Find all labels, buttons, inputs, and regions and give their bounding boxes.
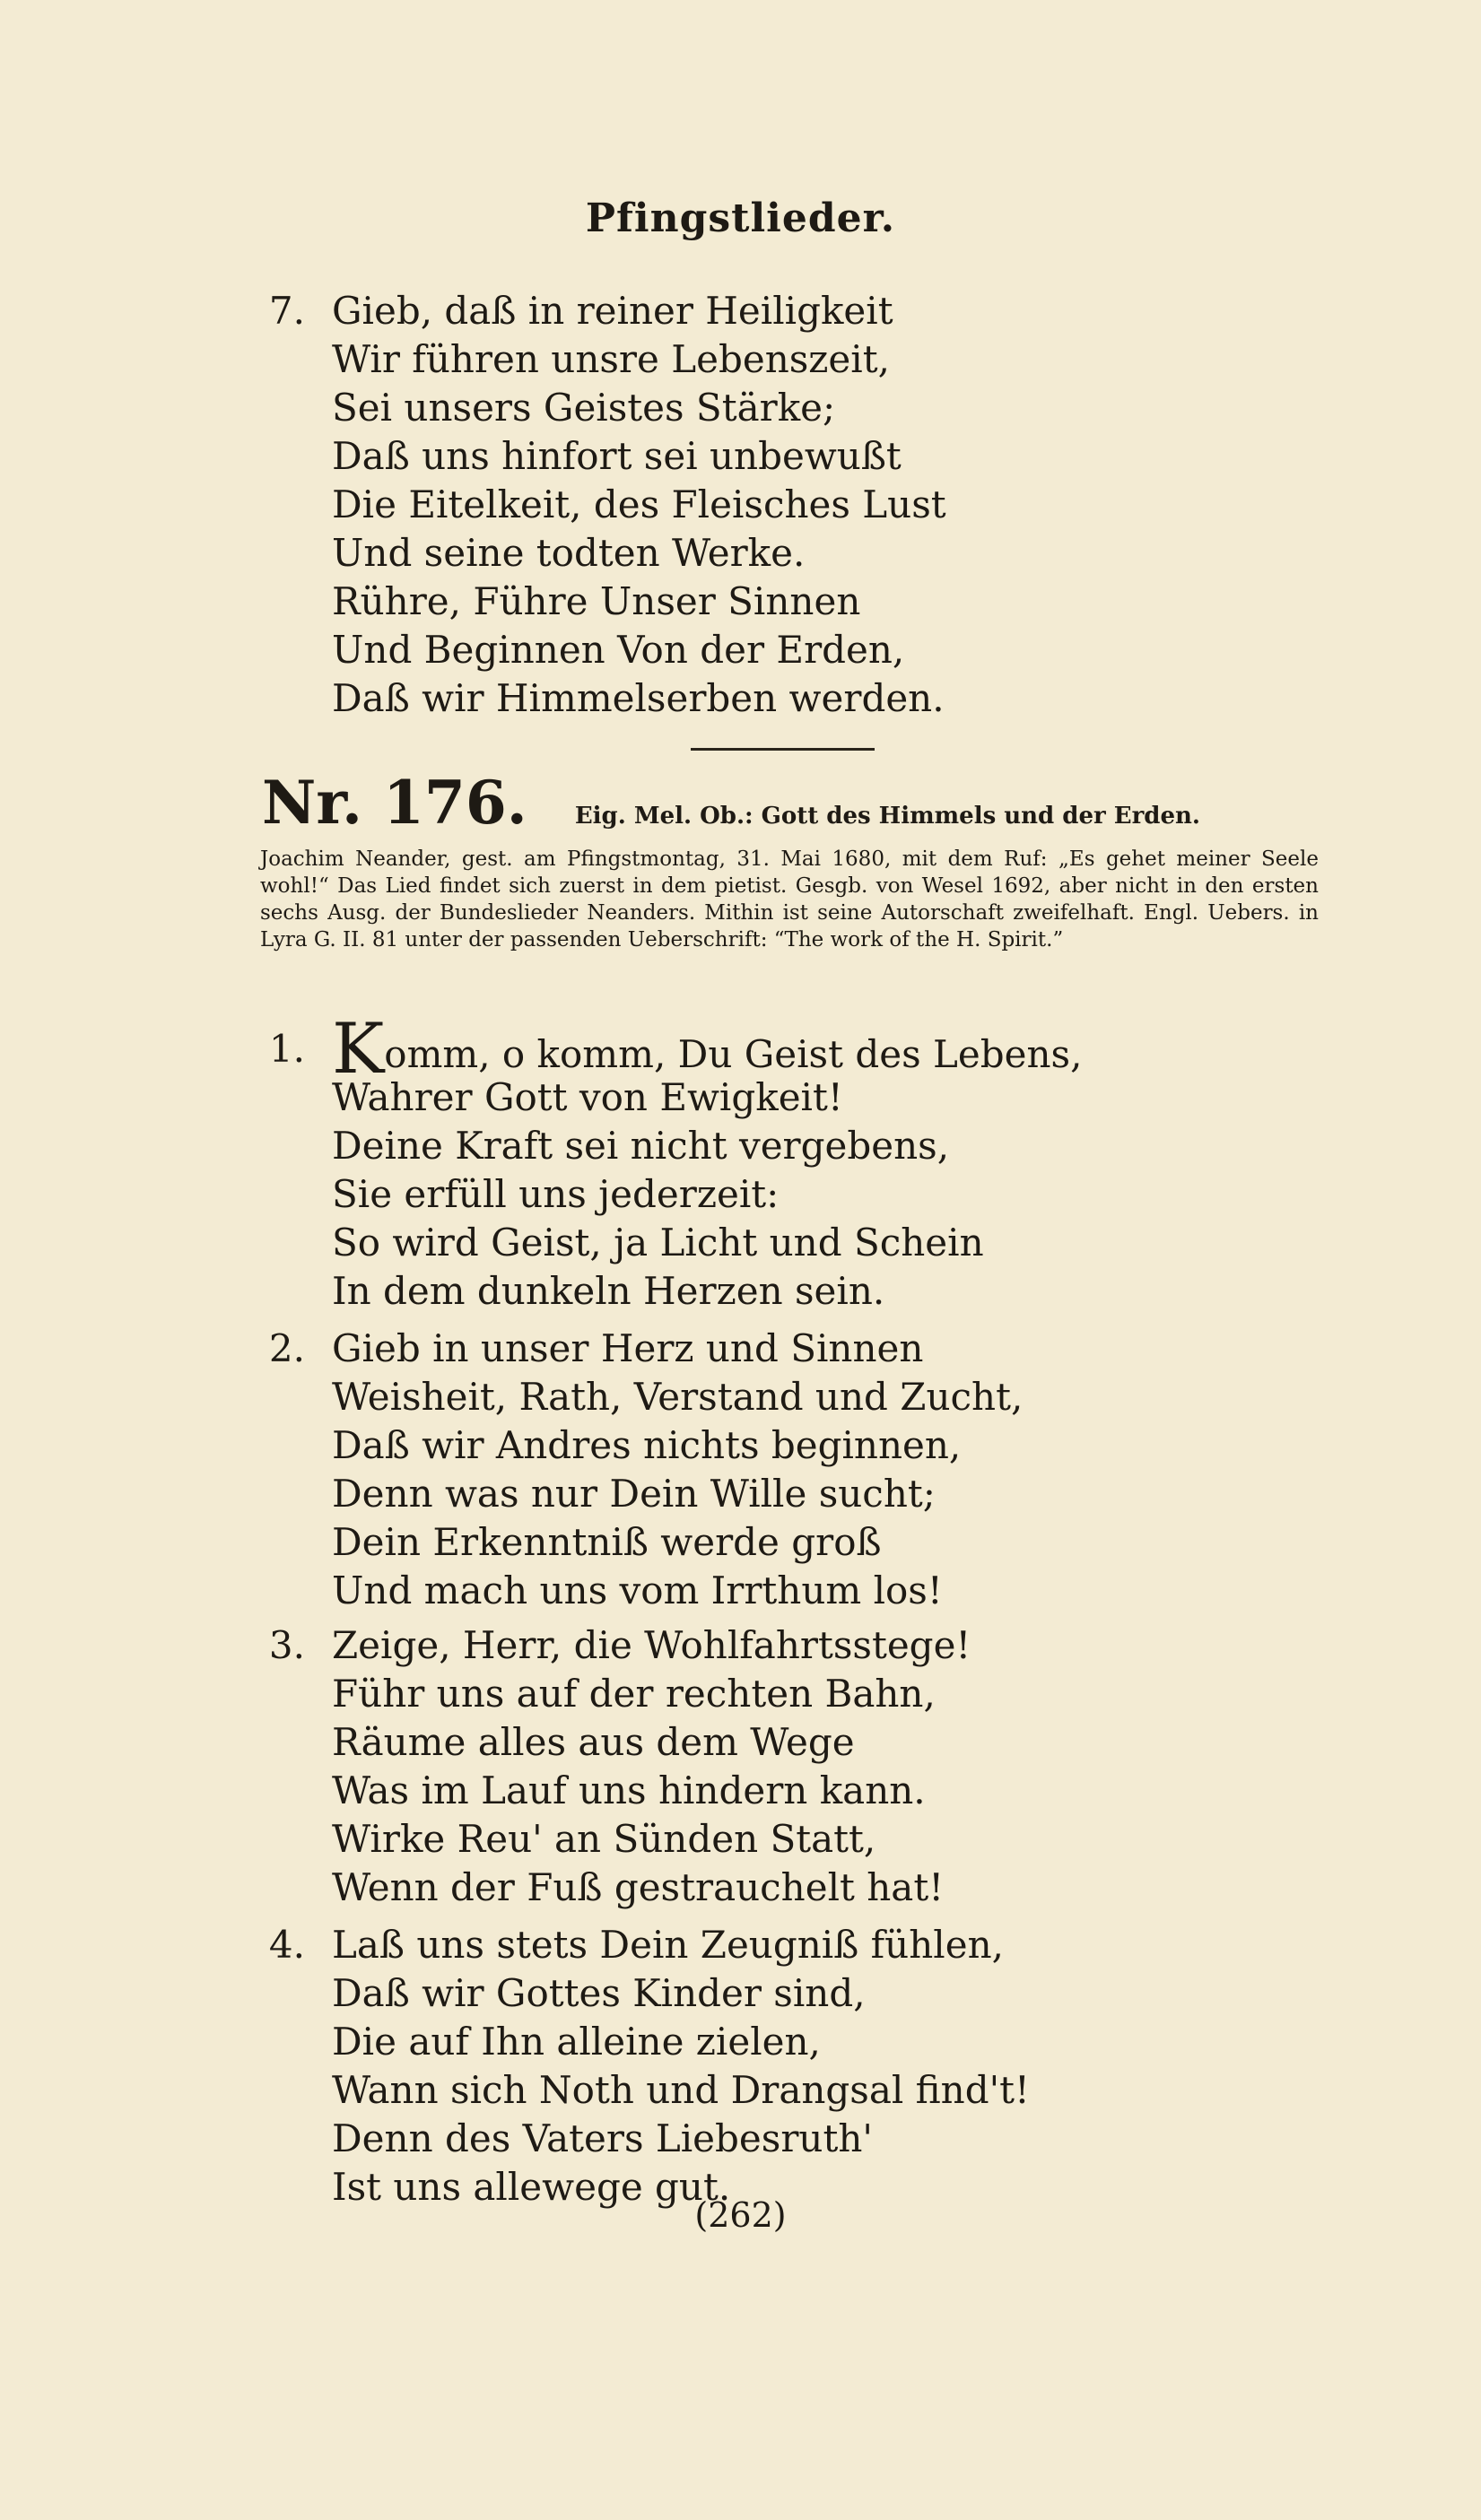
stanza-line: Sie erfüll uns jederzeit: [332,1172,780,1216]
hymn-heading [262,768,1200,838]
stanza-line: 1. Komm, o komm, Du Geist des Lebens, [268,1009,1083,1090]
drop-capital: K [332,1009,385,1090]
stanza-line: Die Eitelkeit, des Fleisches Lust [332,482,946,526]
stanza-line: Wirke Reu' an Sünden Statt, [332,1817,876,1861]
stanza-line: Daß wir Andres nichts beginnen, [332,1423,962,1467]
stanza-line: Und seine todten Werke. [332,531,806,575]
stanza-line: Wir führen unsre Lebenszeit, [332,337,890,381]
stanza-line: Dein Erkenntniß werde groß [332,1520,882,1564]
stanza-line: Denn was nur Dein Wille sucht; [332,1472,936,1516]
prev-hymn-stanza-7 [268,287,946,723]
stanza-number: 3. [268,1623,305,1667]
stanza-line: Daß wir Gottes Kinder sind, [332,1971,866,2015]
running-head: Pfingstlieder. [585,196,896,241]
stanza-line: 7. Gieb, daß in reiner Heiligkeit [332,287,946,335]
stanza-line: Räume alles aus dem Wege [332,1720,855,1764]
stanza-line: Und Beginnen Von der Erden, [332,628,905,672]
stanza-line: Rühre, Führe Unser Sinnen [332,579,861,623]
hymn-stanza-1 [268,1009,1083,1316]
tune-reference: Eig. Mel. Ob.: Gott des Himmels und der Erden. [574,803,1200,830]
source-note-text: Joachim Neander, gest. am Pfingstmontag, 31. Mai 1680, mit dem Ruf: „Es gehet meiner Seele wohl!“ Das Lied findet sich zuerst in dem pietist. Gesgb. von Wesel 1692, aber nicht in den ersten sechs Ausg. der Bundeslieder Neanders. Mithin ist seine Autorschaft zweifelhaft. Engl. Uebers. in Lyra G. II. 81 unter der passenden Ueberschrift: “The work of the H. Spirit.” [260,847,1319,952]
stanza-line: 2. Gieb in unser Herz und Sinnen [332,1325,1023,1373]
stanza-line: 4. Laß uns stets Dein Zeugniß fühlen, [332,1921,1030,1969]
stanza-line: 3. Zeige, Herr, die Wohlfahrtsstege! [332,1621,971,1670]
stanza-line: Und mach uns vom Irrthum los! [332,1568,943,1612]
stanza-line: Ist uns allewege gut. [332,2165,731,2209]
stanza-number: 2. [268,1326,305,1370]
stanza-line: Daß wir Himmelserben werden. [332,676,945,720]
stanza-line: Deine Kraft sei nicht vergebens, [332,1124,950,1168]
stanza-line: In dem dunkeln Herzen sein. [332,1269,885,1313]
stanza-line: Die auf Ihn alleine zielen, [332,2020,821,2064]
stanza-line: So wird Geist, ja Licht und Schein [332,1221,984,1264]
hymn-stanza-2 [268,1325,1024,1615]
stanza-line: Daß uns hinfort sei unbewußt [332,434,902,478]
stanza-number: 7. [268,289,305,333]
stanza-number: 4. [268,1923,305,1967]
hymn-source-note [260,846,1319,953]
stanza-line: Weisheit, Rath, Verstand und Zucht, [332,1375,1024,1419]
page-number: (262) [694,2195,787,2235]
stanza-line: Wenn der Fuß gestrauchelt hat! [332,1865,945,1909]
stanza-line: Denn des Vaters Liebesruth' [332,2116,873,2160]
section-divider [691,748,875,751]
stanza-number: 1. [268,1027,305,1071]
stanza-line: Führ uns auf der rechten Bahn, [332,1672,936,1716]
stanza-line: Wahrer Gott von Ewigkeit! [332,1075,843,1119]
hymn-stanza-3 [268,1621,971,1912]
stanza-line: Was im Lauf uns hindern kann. [332,1768,926,1812]
stanza-line: Wann sich Noth und Drangsal find't! [332,2068,1030,2112]
hymn-number: Nr. 176. [262,768,527,838]
stanza-line: Sei unsers Geistes Stärke; [332,386,836,430]
hymn-stanza-4 [268,1921,1030,2212]
